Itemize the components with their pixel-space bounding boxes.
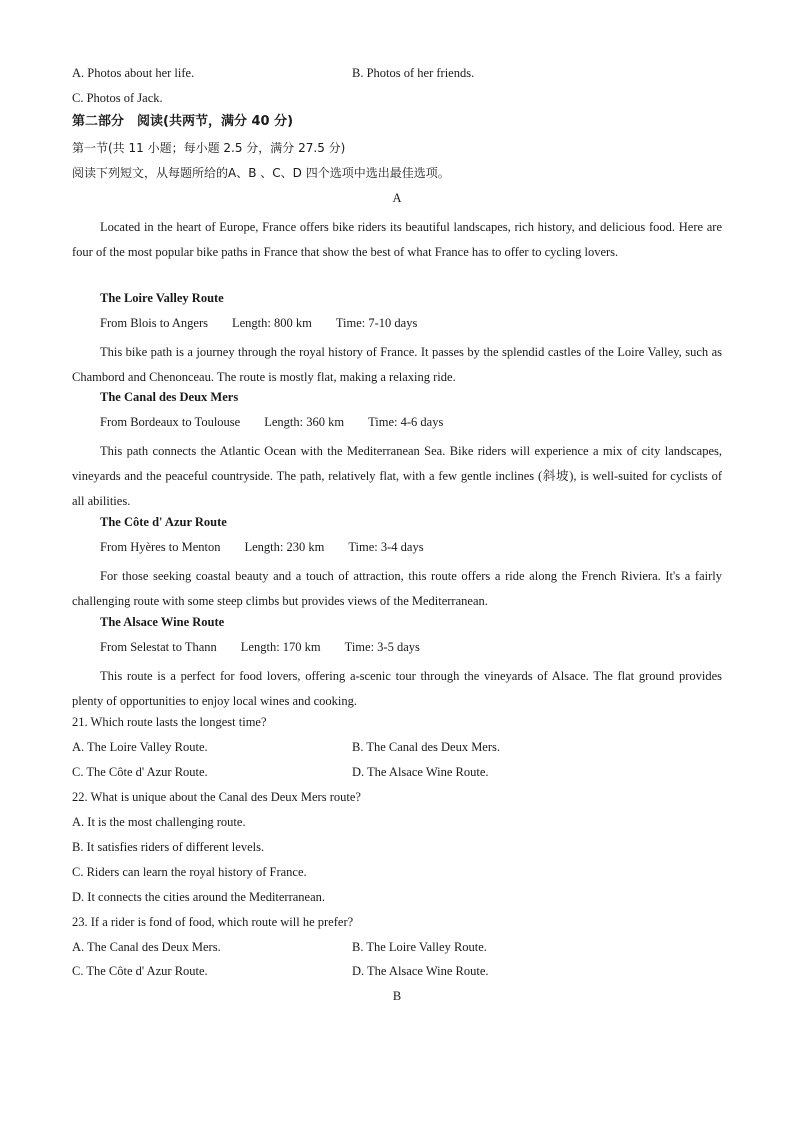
passage-b-letter: B xyxy=(392,989,402,1003)
passage-a-intro: Located in the heart of Europe, France offers bike riders its beautiful landscapes, rich history, and delicious food. Here are four of the most popular bike paths in France that show the best of what France has to offer to cycling lovers. xyxy=(72,220,722,259)
option-d[interactable]: D. The Alsace Wine Route. xyxy=(352,765,489,779)
route-from: From Bordeaux to Toulouse xyxy=(100,415,241,429)
question-stem: 23. If a rider is fond of food, which route will he prefer? xyxy=(72,915,354,929)
option-a[interactable]: A. It is the most challenging route. xyxy=(72,815,246,829)
option-d[interactable]: D. The Alsace Wine Route. xyxy=(352,964,489,978)
section-one-heading: 第一节(共 11 小题；每小题 2.5 分，满分 27.5 分) xyxy=(72,141,346,155)
route-description: This path connects the Atlantic Ocean with the Mediterranean Sea. Bike riders will experience a mix of city landscapes, vineyards and the peaceful countryside. The path, relatively flat, with a few gentle inclines (斜坡), is well-suited for cyclists of all abilities. xyxy=(72,444,722,508)
option-a[interactable]: A. The Loire Valley Route. xyxy=(72,740,208,754)
question-options-row xyxy=(72,963,722,979)
route-description: This route is a perfect for food lovers, offering a-scenic tour through the vineyards of Alsace. The flat ground provides plenty of opportunities to enjoy local wines and cooking. xyxy=(72,669,722,708)
route-from: From Blois to Angers xyxy=(100,316,208,330)
route-from: From Selestat to Thann xyxy=(100,640,217,654)
route-length: Length: 360 km xyxy=(264,415,345,429)
section-instruction: 阅读下列短文，从每题所给的A、B 、C、D 四个选项中选出最佳选项。 xyxy=(72,166,450,180)
option-c[interactable]: C. The Côte d' Azur Route. xyxy=(72,964,208,978)
route-length: Length: 800 km xyxy=(232,316,312,330)
option-d[interactable]: D. It connects the cities around the Mediterranean. xyxy=(72,890,326,904)
question-options-row xyxy=(72,739,722,755)
route-name: The Canal des Deux Mers xyxy=(100,390,239,404)
option-c[interactable]: C. Riders can learn the royal history of France. xyxy=(72,865,307,879)
question-options-row xyxy=(72,939,722,955)
route-time: Time: 3-4 days xyxy=(348,540,424,554)
option-c[interactable]: C. The Côte d' Azur Route. xyxy=(72,765,208,779)
route-info xyxy=(100,414,722,430)
prev-options-row-2 xyxy=(72,90,722,106)
route-name: The Loire Valley Route xyxy=(100,291,224,305)
prev-options-row-1 xyxy=(72,65,722,81)
route-length: Length: 170 km xyxy=(240,640,321,654)
route-info xyxy=(100,315,722,331)
option-b[interactable]: B. The Canal des Deux Mers. xyxy=(352,740,501,754)
question-stem: 22. What is unique about the Canal des Deux Mers route? xyxy=(72,790,361,804)
route-time: Time: 3-5 days xyxy=(344,640,420,654)
option-a: A. Photos about her life. xyxy=(72,66,195,80)
option-a[interactable]: A. The Canal des Deux Mers. xyxy=(72,940,221,954)
route-name: The Alsace Wine Route xyxy=(100,615,225,629)
passage-a-letter: A xyxy=(392,191,402,205)
route-length: Length: 230 km xyxy=(244,540,325,554)
route-name: The Côte d' Azur Route xyxy=(100,515,227,529)
route-info xyxy=(100,639,722,655)
part-two-title: 第二部分 阅读(共两节，满分 40 分) xyxy=(72,114,294,129)
question-options-row xyxy=(72,764,722,780)
route-description: For those seeking coastal beauty and a touch of attraction, this route offers a ride along the French Riviera. It's a fairly challenging route with some steep climbs but provides views of the Mediterranean. xyxy=(72,569,722,608)
question-stem: 21. Which route lasts the longest time? xyxy=(72,715,267,729)
route-description: This bike path is a journey through the royal history of France. It passes by the splendid castles of the Loire Valley, such as Chambord and Chenonceau. The route is mostly flat, making a relaxing ride. xyxy=(72,345,722,384)
option-b: B. Photos of her friends. xyxy=(352,66,475,80)
option-b[interactable]: B. The Loire Valley Route. xyxy=(352,940,487,954)
route-info xyxy=(100,539,722,555)
route-from: From Hyères to Menton xyxy=(100,540,221,554)
option-b[interactable]: B. It satisfies riders of different levels. xyxy=(72,840,265,854)
option-c: C. Photos of Jack. xyxy=(72,91,163,105)
route-time: Time: 4-6 days xyxy=(368,415,444,429)
route-time: Time: 7-10 days xyxy=(335,316,418,330)
